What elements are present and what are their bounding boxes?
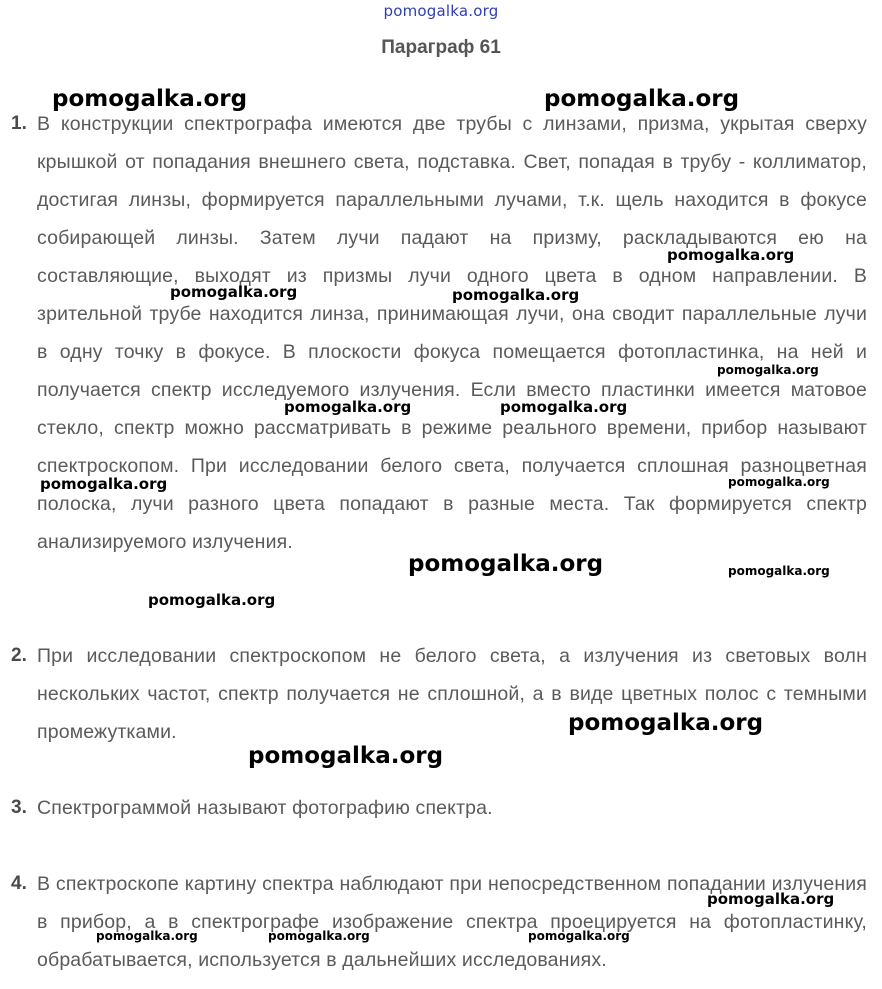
watermark: pomogalka.org xyxy=(717,363,819,377)
watermark: pomogalka.org xyxy=(452,286,580,304)
watermark: pomogalka.org xyxy=(52,86,248,112)
site-header-link[interactable]: pomogalka.org xyxy=(383,2,499,20)
answer-number: 1. xyxy=(11,113,27,134)
answer-number: 2. xyxy=(11,645,27,666)
answer-number: 4. xyxy=(11,873,27,894)
watermark: pomogalka.org xyxy=(268,929,370,943)
watermark: pomogalka.org xyxy=(728,475,830,489)
answer-text: Спектрограммой называют фотографию спектра. xyxy=(37,797,493,819)
watermark: pomogalka.org xyxy=(528,929,630,943)
watermark: pomogalka.org xyxy=(284,398,412,416)
watermark: pomogalka.org xyxy=(667,246,795,264)
watermark: pomogalka.org xyxy=(544,86,740,112)
watermark: pomogalka.org xyxy=(148,591,276,609)
watermark: pomogalka.org xyxy=(408,551,604,577)
page-title: Параграф 61 xyxy=(381,37,501,58)
watermark: pomogalka.org xyxy=(500,398,628,416)
watermark: pomogalka.org xyxy=(728,564,830,578)
watermark: pomogalka.org xyxy=(170,283,298,301)
answer-text: При исследовании спектроскопом не белого света, а излучения из световых волн нескольких частот, спектр получается не сплошной, а в виде цветных полос с темными промежутками. xyxy=(37,645,867,743)
answer-text: В конструкции спектрографа имеются две трубы с линзами, призма, укрытая сверху крышкой от попадания внешнего света, подставка. Свет, попадая в трубу - коллиматор, достигая линзы, формируется параллельными лучами, т.к. щель находится в фокусе собирающей линзы. Затем лучи падают на призму, раскладываются ею на составляющие, выходят из призмы лучи одного цвета в одном направлении. В зрительной трубе находится линза, принимающая лучи, она сводит параллельные лучи в одну точку в фокусе. В плоскости фокуса помещается фотопластинка, на ней и получается спектр исследуемого излучения. Если вместо пластинки имеется матовое стекло, спектр можно рассматривать в режиме реального времени, прибор называют спектроскопом. При исследовании белого света, получается сплошная разноцветная полоска, лучи разного цвета попадают в разные места. Так формируется спектр анализируемого излучения. xyxy=(37,113,867,553)
watermark: pomogalka.org xyxy=(707,890,835,908)
watermark: pomogalka.org xyxy=(40,475,168,493)
watermark: pomogalka.org xyxy=(96,929,198,943)
watermark: pomogalka.org xyxy=(568,710,764,736)
answer-text: В спектроскопе картину спектра наблюдают при непосредственном попадании излучения в прибор, а в спектрографе изображение спектра проецируется на фотопластинку, обрабатывается, используется в дальнейших исследованиях. xyxy=(37,873,867,971)
watermark: pomogalka.org xyxy=(248,743,444,769)
answer-number: 3. xyxy=(11,797,27,818)
